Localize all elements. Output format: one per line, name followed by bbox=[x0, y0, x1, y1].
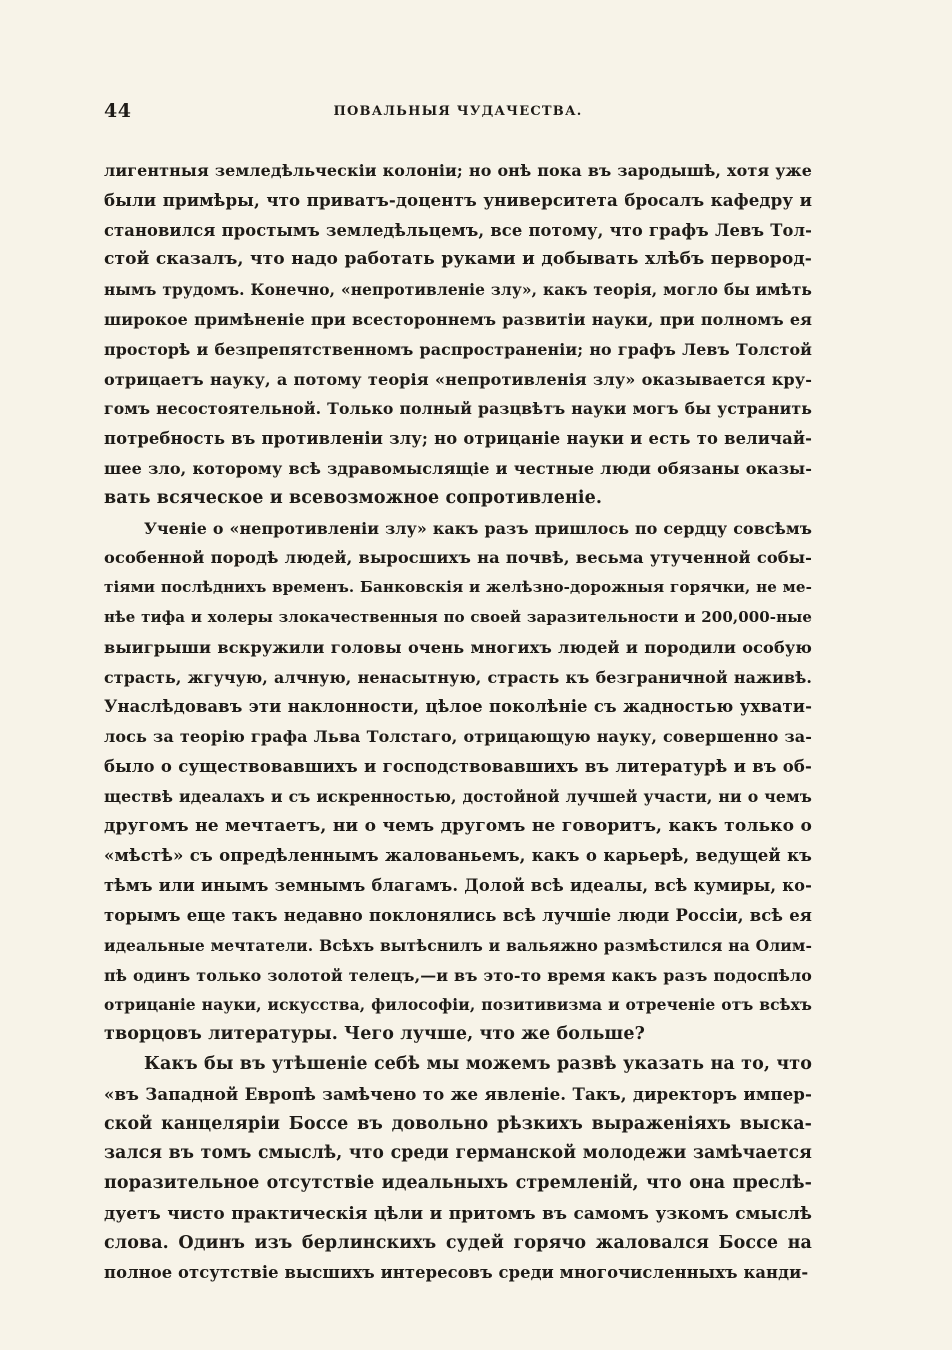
page-header bbox=[104, 100, 812, 134]
text-line: были примѣры, что приватъ-доцентъ университета бросалъ кафедру и bbox=[104, 189, 812, 210]
text-line: Какъ бы въ утѣшенiе себѣ мы можемъ развѣ указать на то, что bbox=[144, 1053, 812, 1074]
text-line: было о существовавшихъ и господствовавшихъ въ литературѣ и въ об- bbox=[104, 755, 812, 776]
text-line: тѣмъ или инымъ земнымъ благамъ. Долой всѣ идеалы, всѣ кумиры, ко- bbox=[104, 876, 812, 896]
text-line: гомъ несостоятельной. Только полный разцвѣтъ науки могъ бы устранить bbox=[104, 399, 812, 419]
text-line: полное отсутствiе высшихъ интересовъ среди многочисленныхъ канди- bbox=[104, 1263, 809, 1283]
text-line: лигентныя земледѣльческiи колонiи; но онѣ пока въ зародышѣ, хотя уже bbox=[104, 161, 812, 180]
text-line: просторѣ и безпрепятственномъ распространенiи; но графъ Левъ Толстой bbox=[104, 339, 812, 359]
text-line: потребность въ противленiи злу; но отрицанiе науки и есть то величай- bbox=[104, 429, 812, 449]
text-line: «въ Западной Европѣ замѣчено то же явленiе. Такъ, директоръ импер- bbox=[104, 1083, 812, 1104]
text-line: вать всяческое и всевозможное сопротивленiе. bbox=[104, 487, 603, 508]
paragraph bbox=[104, 514, 812, 1050]
text-line: торымъ еще такъ недавно поклонялись всѣ лучшiе люди Россiи, всѣ ея bbox=[104, 905, 812, 925]
text-line: широкое примѣненiе при всестороннемъ развитiи науки, при полномъ ея bbox=[104, 309, 812, 329]
text-line: ществѣ идеалахъ и съ искренностью, достойной лучшей участи, ни о чемъ bbox=[104, 786, 812, 806]
running-title: ПОВАЛЬНЫЯ ЧУДАЧЕСТВА. bbox=[333, 104, 583, 119]
paragraph bbox=[104, 1050, 812, 1288]
text-line: особенной породѣ людей, выросшихъ на почвѣ, весьма утученной собы- bbox=[104, 548, 812, 568]
text-line: ской канцелярiи Боссе въ довольно рѣзкихъ выраженiяхъ выска- bbox=[104, 1113, 812, 1134]
text-line: идеальные мечтатели. Всѣхъ вытѣснилъ и вальяжно размѣстился на Олим- bbox=[104, 935, 812, 955]
text-line: отрицаетъ науку, а потому теорiя «непротивленiя злу» оказывается кру- bbox=[104, 369, 812, 389]
text-line: страсть, жгучую, алчную, ненасытную, страсть къ безграничной наживѣ. bbox=[104, 667, 812, 687]
text-line: отрицанiе науки, искусства, философiи, позитивизма и отреченiе отъ всѣхъ bbox=[104, 995, 812, 1015]
text-line: нѣе тифа и холеры злокачественныя по своей заразительности и 200,000-ные bbox=[104, 607, 812, 626]
body-text bbox=[104, 156, 812, 1288]
text-line: тiями послѣднихъ временъ. Банковскiя и желѣзно-дорожныя горячки, не ме- bbox=[104, 578, 812, 597]
text-line: творцовъ литературы. Чего лучше, что же больше? bbox=[104, 1024, 645, 1045]
text-line: нымъ трудомъ. Конечно, «непротивленiе злу», какъ теорiя, могло бы имѣть bbox=[104, 280, 812, 300]
text-line: шее зло, которому всѣ здравомыслящiе и честные люди обязаны оказы- bbox=[104, 458, 812, 478]
text-line: другомъ не мечтаетъ, ни о чемъ другомъ не говоритъ, какъ только о bbox=[104, 815, 812, 836]
text-line: лось за теорiю графа Льва Толстаго, отрицающую науку, совершенно за- bbox=[104, 727, 812, 747]
text-line: пѣ одинъ только золотой телецъ,—и въ это-то время какъ разъ подоспѣло bbox=[104, 965, 812, 985]
paragraph bbox=[104, 156, 812, 514]
text-line: зался въ томъ смыслѣ, что среди германской молодежи замѣчается bbox=[104, 1143, 812, 1164]
text-line: слова. Одинъ изъ берлинскихъ судей горячо жаловался Боссе на bbox=[104, 1232, 812, 1253]
text-line: Ученiе о «непротивленiи злу» какъ разъ пришлось по сердцу совсѣмъ bbox=[144, 518, 812, 538]
page-number: 44 bbox=[104, 100, 132, 122]
text-line: становился простымъ земледѣльцемъ, все потому, что графъ Левъ Тол- bbox=[104, 220, 812, 240]
text-line: Унаслѣдовавъ эти наклонности, цѣлое поколѣнiе съ жадностью ухвати- bbox=[104, 697, 812, 717]
text-line: «мѣстѣ» съ опредѣленнымъ жалованьемъ, какъ о карьерѣ, ведущей къ bbox=[104, 845, 812, 866]
text-line: стой сказалъ, что надо работать руками и добывать хлѣбъ первород- bbox=[104, 249, 812, 270]
text-line: выигрыши вскружили головы очень многихъ людей и породили особую bbox=[104, 637, 812, 657]
text-line: поразительное отсутствiе идеальныхъ стремленiй, что она преслѣ- bbox=[104, 1173, 812, 1194]
text-line: дуетъ чисто практическiя цѣли и притомъ въ самомъ узкомъ смыслѣ bbox=[104, 1202, 812, 1223]
